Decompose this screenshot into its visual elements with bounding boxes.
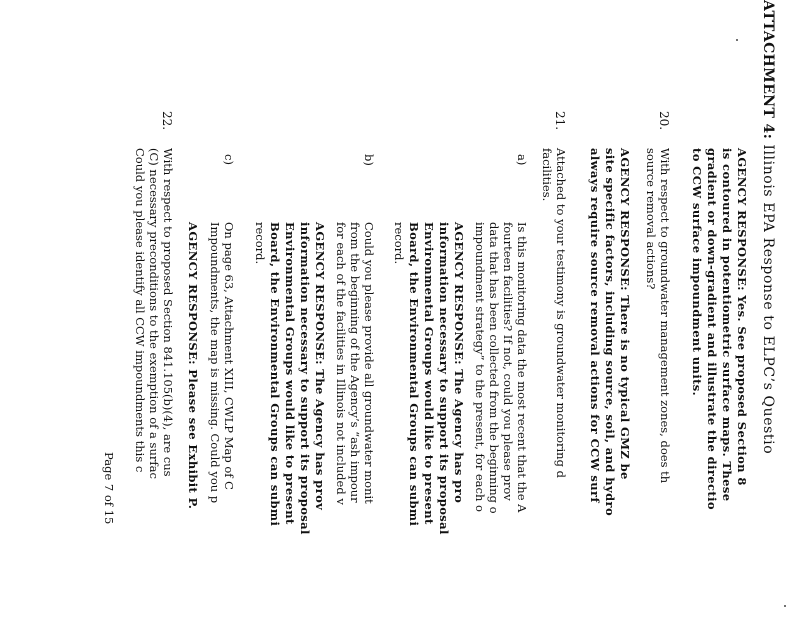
item-b-line-2: from the beginning of the Agency’s “ash impour: [348, 222, 362, 503]
response-b-line-3: Environmental Groups would like to present: [283, 222, 297, 525]
response-a-line-3: Environmental Groups would like to present: [422, 222, 436, 525]
item-a-line-4: impoundment strategy” to the present, for each o: [473, 222, 487, 512]
question-20-line-1: With respect to groundwater management zones, does th: [658, 148, 672, 484]
question-21-line-1: Attached to your testimony is groundwater monitoring d: [554, 148, 568, 478]
item-b-line-1: Could you please provide all groundwater monit: [362, 222, 376, 504]
item-a-line-1: Is this monitoring data the most recent that the A: [515, 222, 529, 513]
question-20-line-2: source removal actions?: [644, 148, 658, 290]
question-22-line-3: Could you please identify all CCW impoundments this c: [133, 148, 147, 473]
item-b-line-3: for each of the facilities in Illinois not included v: [334, 222, 348, 505]
response-b-line-5: record.: [253, 222, 267, 265]
response-19-line-4: to CCW surface impoundment units.: [690, 148, 704, 397]
question-22-line-2: (C) necessary preconditions to the exemption of a surfac: [147, 148, 161, 479]
response-a-line-1: AGENCY RESPONSE: The Agency has pro: [452, 222, 466, 504]
response-a-line-4: Board, the Environmental Groups can submi: [407, 222, 421, 527]
scan-speck: [736, 39, 738, 41]
question-21-line-2: facilities.: [540, 148, 554, 202]
question-21-number: 21.: [553, 111, 567, 131]
item-c-line-1: On page 63, Attachment XIII, CWLP Map of C: [222, 222, 236, 490]
attachment-title: ATTACHMENT 4: Illinois EPA Response to ELPC’s Questio: [760, 0, 776, 455]
response-a-line-2: information necessary to support its proposal: [437, 222, 451, 535]
response-b-line-2: information necessary to support its proposal: [298, 222, 312, 535]
response-b-line-1: AGENCY RESPONSE: The Agency has prov: [313, 222, 327, 511]
item-c-label: c): [222, 154, 236, 165]
item-c-line-2: Impoundments, the map is missing. Could you p: [208, 222, 222, 504]
response-19-line-3: gradient or down-gradient and illustrate the directio: [705, 148, 719, 510]
item-a-label: a): [515, 154, 529, 166]
response-19-line-1: AGENCY RESPONSE: Yes. See proposed Section 8: [735, 148, 749, 486]
response-20-line-2: site specific factors, including source, soil, and hydro: [603, 148, 617, 517]
scan-speck: [784, 605, 786, 607]
question-22-number: 22.: [160, 111, 174, 131]
response-a-line-5: record.: [392, 222, 406, 265]
response-19-line-2: is contoured in potentiometric surface maps. These: [720, 148, 734, 502]
item-b-label: b): [362, 154, 376, 166]
response-b-line-4: Board, the Environmental Groups can submi: [268, 222, 282, 527]
response-20-line-3: always require source removal actions for CCW surf: [588, 148, 602, 503]
page-number: Page 7 of 15: [102, 452, 116, 525]
item-a-line-3: data that has been collected from the beginning o: [487, 222, 501, 514]
response-c-line-1: AGENCY RESPONSE: Please see Exhibit P.: [186, 222, 200, 510]
question-22-line-1: With respect to proposed Section 841.105(b)(4), are cus: [161, 148, 175, 477]
item-a-line-2: fourteen facilities? If not, could you please prov: [501, 222, 515, 501]
question-20-number: 20.: [657, 111, 671, 131]
response-20-line-1: AGENCY RESPONSE: There is no typical GMZ be: [618, 148, 632, 480]
